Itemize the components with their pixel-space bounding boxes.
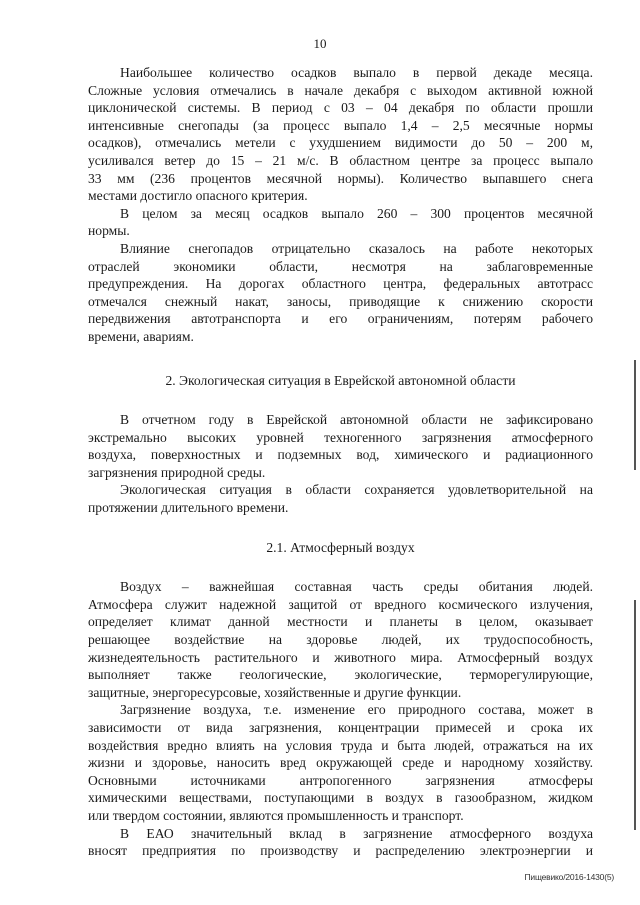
text-line: экстремально высоких уровней техногенного загрязнения атмосферного — [88, 429, 593, 445]
scan-edge-mark — [634, 360, 636, 470]
text-line: определяет климат данной местности и планеты в целом, оказывает — [88, 614, 593, 630]
text-line: воздуха, поверхностных и подземных вод, химического и радиационного — [88, 447, 593, 463]
text-line: Загрязнение воздуха, т.е. изменение его природного состава, может в — [120, 702, 593, 718]
page-number: 10 — [313, 36, 327, 51]
paragraph — [88, 578, 593, 701]
text-line: Экологическая ситуация в области сохраняется удовлетворительной на — [120, 482, 593, 498]
text-line: местами достигло опасного критерия. — [88, 188, 308, 204]
paragraph — [88, 205, 593, 240]
text-line: 33 мм (236 процентов месячной нормы). Количество выпавшего снега — [88, 170, 593, 186]
paragraph — [88, 411, 593, 481]
text-line: загрязнения природной среды. — [88, 464, 266, 480]
text-line: В ЕАО значительный вклад в загрязнение атмосферного воздуха — [120, 825, 593, 841]
section-heading: 2. Экологическая ситуация в Еврейской автономной области — [165, 372, 516, 388]
text-line: Сложные условия отмечались в начале декабря с выходом активной южной — [88, 82, 593, 98]
text-line: или твердом состоянии, являются промышленность и транспорт. — [88, 807, 464, 823]
text-line: В целом за месяц осадков выпало 260 – 300 процентов месячной — [120, 205, 593, 221]
paragraph — [88, 701, 593, 824]
document-footer-code: Пищевико/2016-1430(5) — [524, 872, 614, 882]
text-line: циклонической системы. В период с 03 – 04 декабря по области прошли — [88, 100, 593, 116]
text-line: передвижения автотранспорта и его ограничениям, потерям рабочего — [88, 311, 593, 327]
scan-edge-mark — [634, 600, 636, 830]
text-line: Воздух – важнейшая составная часть среды обитания людей. — [120, 579, 593, 595]
text-line: химическими веществами, поступающими в воздух в газообразном, жидком — [88, 790, 593, 806]
paragraph — [88, 825, 593, 860]
text-line: Основными источниками антропогенного загрязнения атмосферы — [88, 772, 593, 788]
text-line: вносят предприятия по производству и распределению электроэнергии и — [88, 843, 593, 859]
text-line: протяжении длительного времени. — [88, 500, 289, 516]
text-line: осадков), отмечались метели с ухудшением видимости до 50 – 200 м, — [88, 135, 593, 151]
text-line: Атмосфера служит надежной защитой от вредного космического излучения, — [88, 596, 593, 612]
text-line: В отчетном году в Еврейской автономной области не зафиксировано — [120, 412, 593, 428]
section-heading: 2.1. Атмосферный воздух — [266, 539, 415, 555]
text-line: жизни и здоровье, наносить вред окружающей среде и народному хозяйству. — [88, 755, 593, 771]
text-line: времени, авариям. — [88, 328, 194, 344]
text-line: защитные, энергоресурсовые, хозяйственные и другие функции. — [88, 684, 462, 700]
text-line: выполняет также геологические, экологические, терморегулирующие, — [88, 667, 593, 683]
text-line: отраслей экономики области, несмотря на заблаговременные — [88, 258, 593, 274]
paragraph — [88, 481, 593, 516]
text-line: Наибольшее количество осадков выпало в первой декаде месяца. — [120, 65, 593, 80]
text-line: зависимости от вида загрязнения, концентрации примесей и срока их — [88, 720, 593, 735]
text-line: нормы. — [88, 223, 130, 239]
text-line: усиливался ветер до 15 – 21 м/с. В областном центре за процесс выпало — [88, 152, 593, 168]
paragraph — [88, 64, 593, 205]
text-line: жизнедеятельность растительного и животного мира. Атмосферный воздух — [88, 649, 593, 665]
text-line: воздействия вредно влиять на условия труда и быта людей, отражаться на их — [88, 737, 593, 753]
text-line: предупреждения. На дорогах областного центра, федеральных автотрасс — [88, 276, 593, 292]
text-line: интенсивные снегопады (за процесс выпало 1,4 – 2,5 месячные нормы — [88, 117, 593, 133]
text-line: отмечался снежный накат, заносы, приводящие к снижению скорости — [88, 293, 593, 309]
paragraph — [88, 240, 593, 346]
text-line: Влияние снегопадов отрицательно сказалось на работе некоторых — [120, 240, 593, 256]
document-body — [88, 64, 593, 860]
text-line: решающее воздействие на здоровье людей, их трудоспособность, — [88, 632, 593, 648]
